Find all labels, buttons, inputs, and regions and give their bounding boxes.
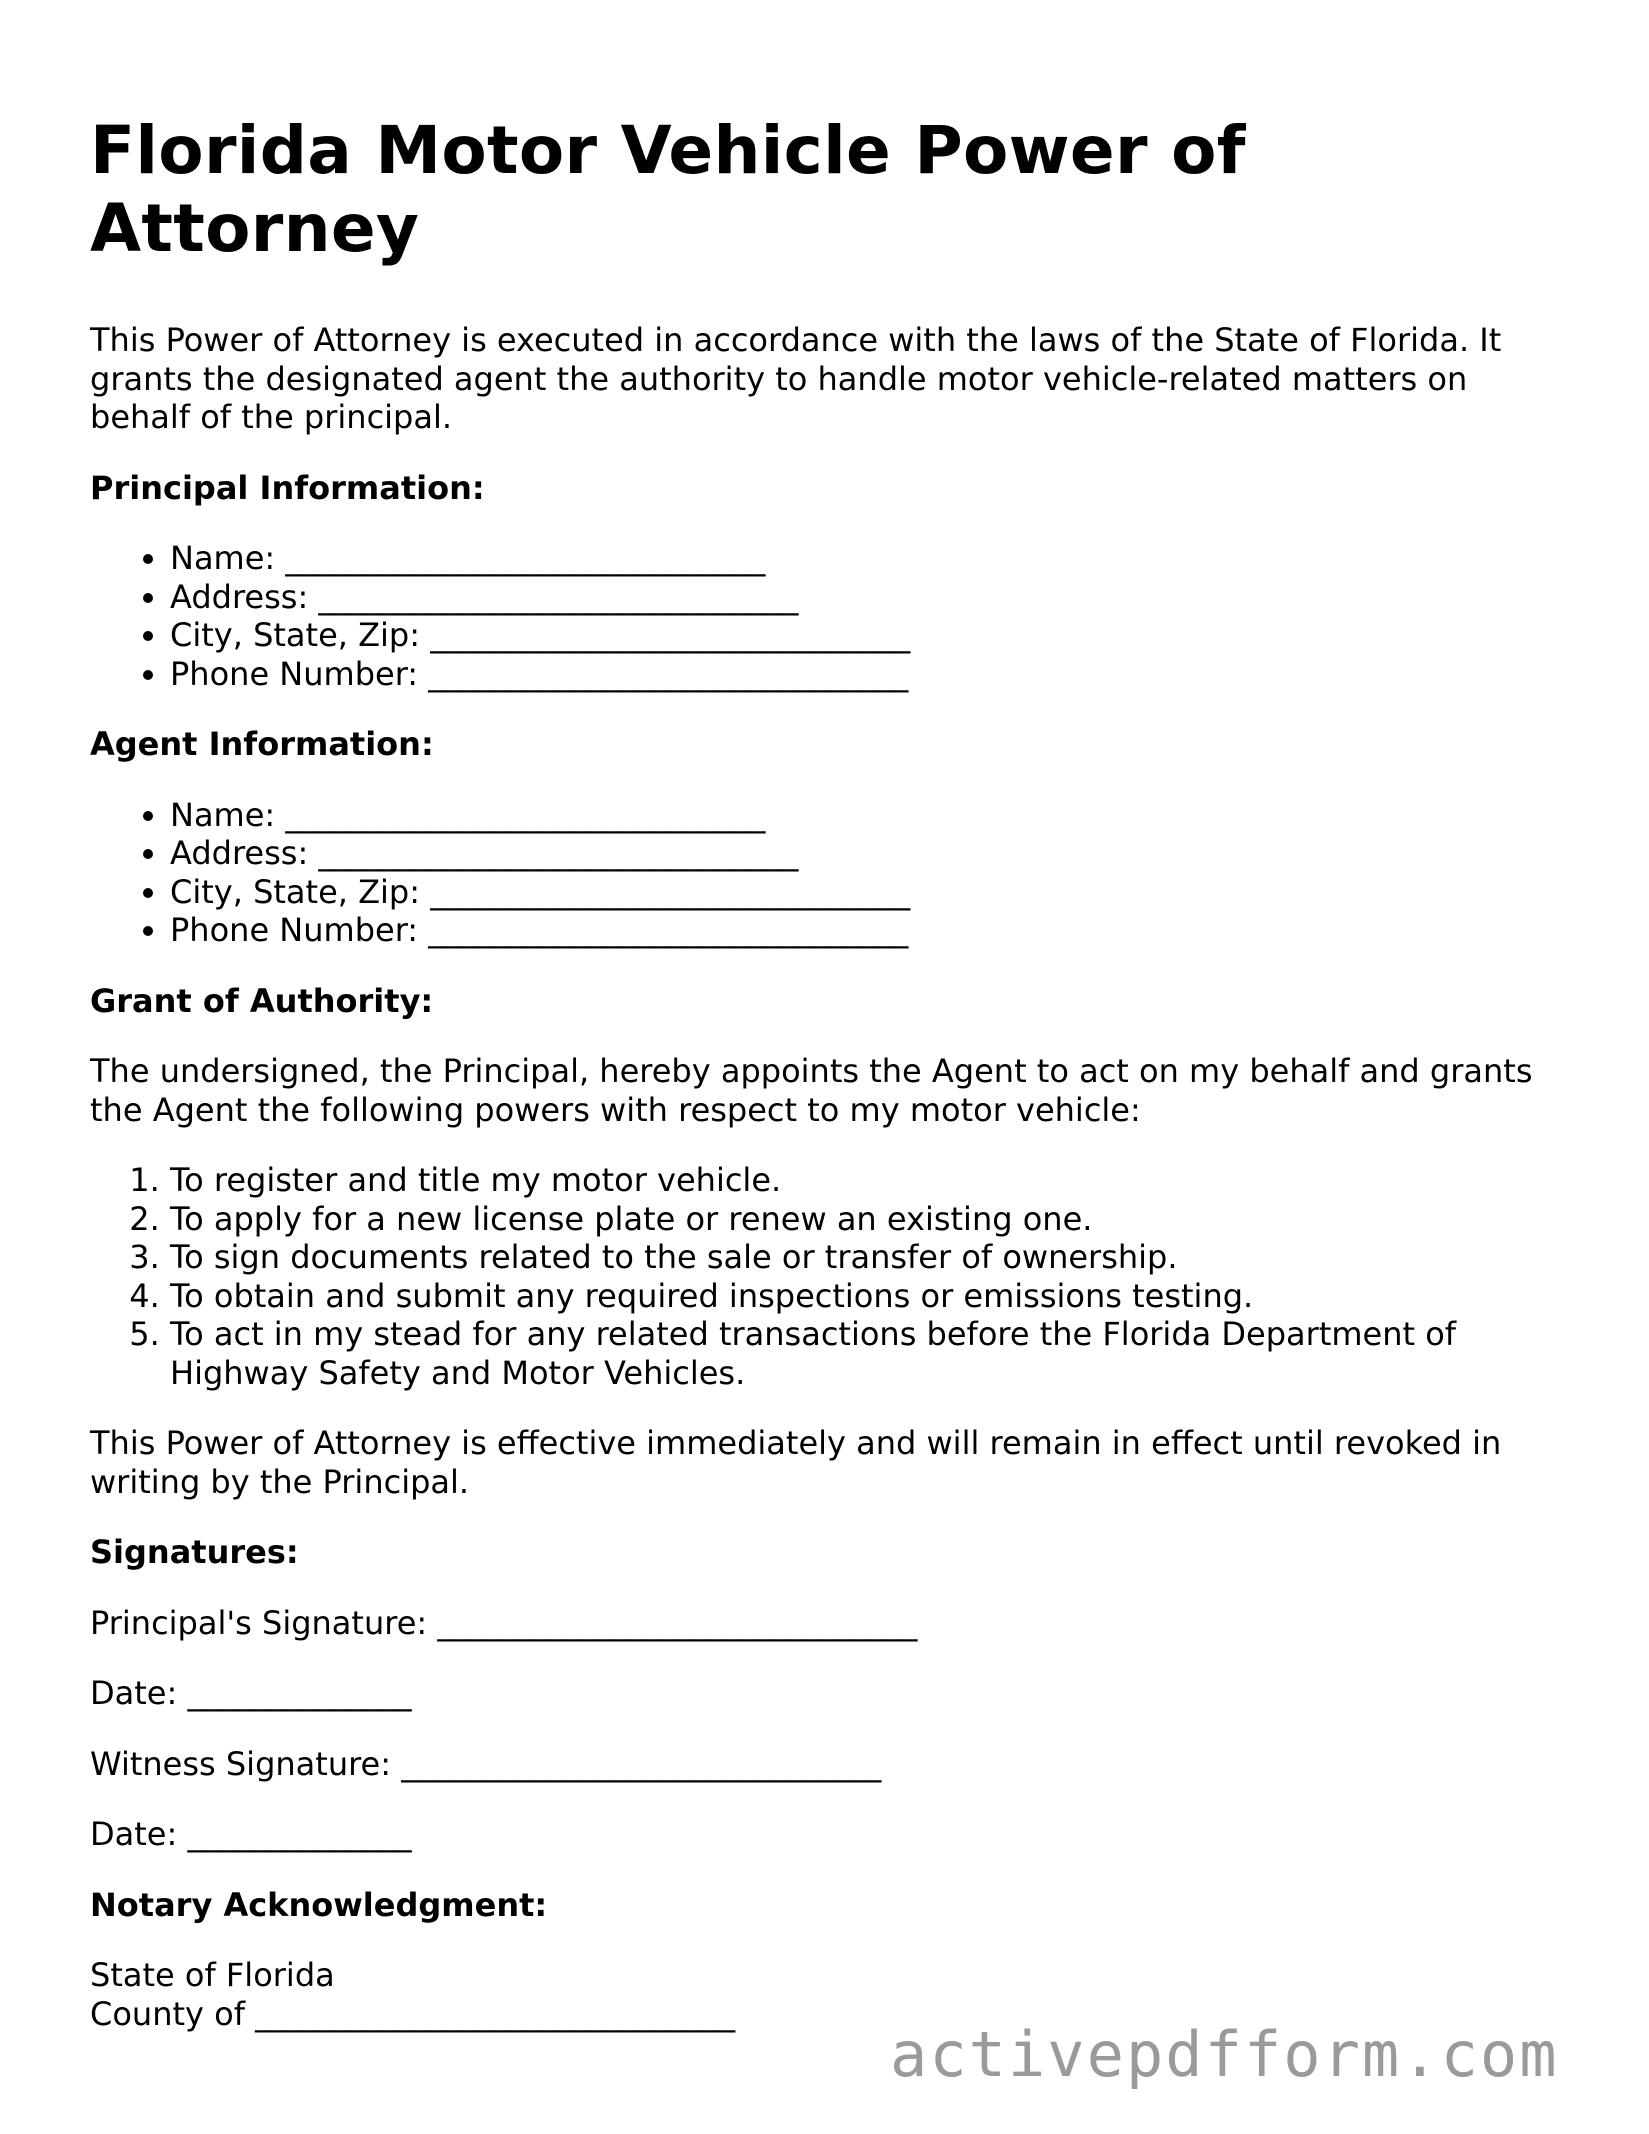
watermark-text: activepdfform.com	[890, 2018, 1559, 2091]
power-item: 1. To register and title my motor vehicle.	[170, 1161, 1570, 1200]
principal-name-field: • Name: ______________________________	[170, 539, 1570, 578]
power-item: 5. To act in my stead for any related transactions before the Florida Department of Highway Safety and Motor Vehicles.	[170, 1315, 1570, 1392]
notary-state: State of Florida	[90, 1956, 335, 1994]
effective-paragraph: This Power of Attorney is effective immediately and will remain in effect until revoked in writing by the Principal.	[90, 1424, 1502, 1501]
witness-date-line: Date: ______________	[90, 1815, 412, 1853]
agent-name-field: • Name: ______________________________	[170, 796, 1570, 835]
principal-city-state-zip-field: • City, State, Zip: ______________________________	[170, 616, 1570, 655]
principal-phone-field: • Phone Number: ______________________________	[170, 655, 1570, 694]
principal-signature-line: Principal's Signature: ______________________________	[90, 1603, 918, 1642]
power-item: 2. To apply for a new license plate or renew an existing one.	[170, 1200, 1570, 1239]
document-title: Florida Motor Vehicle Power of Attorney	[90, 112, 1246, 267]
principal-date-line: Date: ______________	[90, 1674, 412, 1712]
agent-fields-list	[90, 796, 1570, 950]
witness-signature-line: Witness Signature: ______________________________	[90, 1744, 882, 1783]
principal-heading: Principal Information:	[90, 468, 485, 507]
grant-heading: Grant of Authority:	[90, 981, 434, 1020]
power-item: 4. To obtain and submit any required inspections or emissions testing.	[170, 1277, 1570, 1316]
intro-paragraph: This Power of Attorney is executed in accordance with the laws of the State of Florida. It grants the designated agent the authority to handle motor vehicle-related matters on behalf of the principal.	[90, 321, 1502, 436]
signatures-heading: Signatures:	[90, 1533, 299, 1571]
grant-intro: The undersigned, the Principal, hereby appoints the Agent to act on my behalf and grants the Agent the following powers with respect to my motor vehicle:	[90, 1052, 1533, 1129]
agent-phone-field: • Phone Number: ______________________________	[170, 911, 1570, 950]
agent-heading: Agent Information:	[90, 725, 434, 763]
principal-fields-list	[90, 539, 1570, 693]
agent-address-field: • Address: ______________________________	[170, 834, 1570, 873]
agent-city-state-zip-field: • City, State, Zip: ______________________________	[170, 873, 1570, 912]
document-page	[90, 112, 1570, 2033]
notary-county-line: County of ______________________________	[90, 1994, 736, 2033]
power-item: 3. To sign documents related to the sale or transfer of ownership.	[170, 1238, 1570, 1277]
principal-address-field: • Address: ______________________________	[170, 578, 1570, 617]
powers-list	[90, 1161, 1570, 1392]
notary-heading: Notary Acknowledgment:	[90, 1885, 548, 1924]
